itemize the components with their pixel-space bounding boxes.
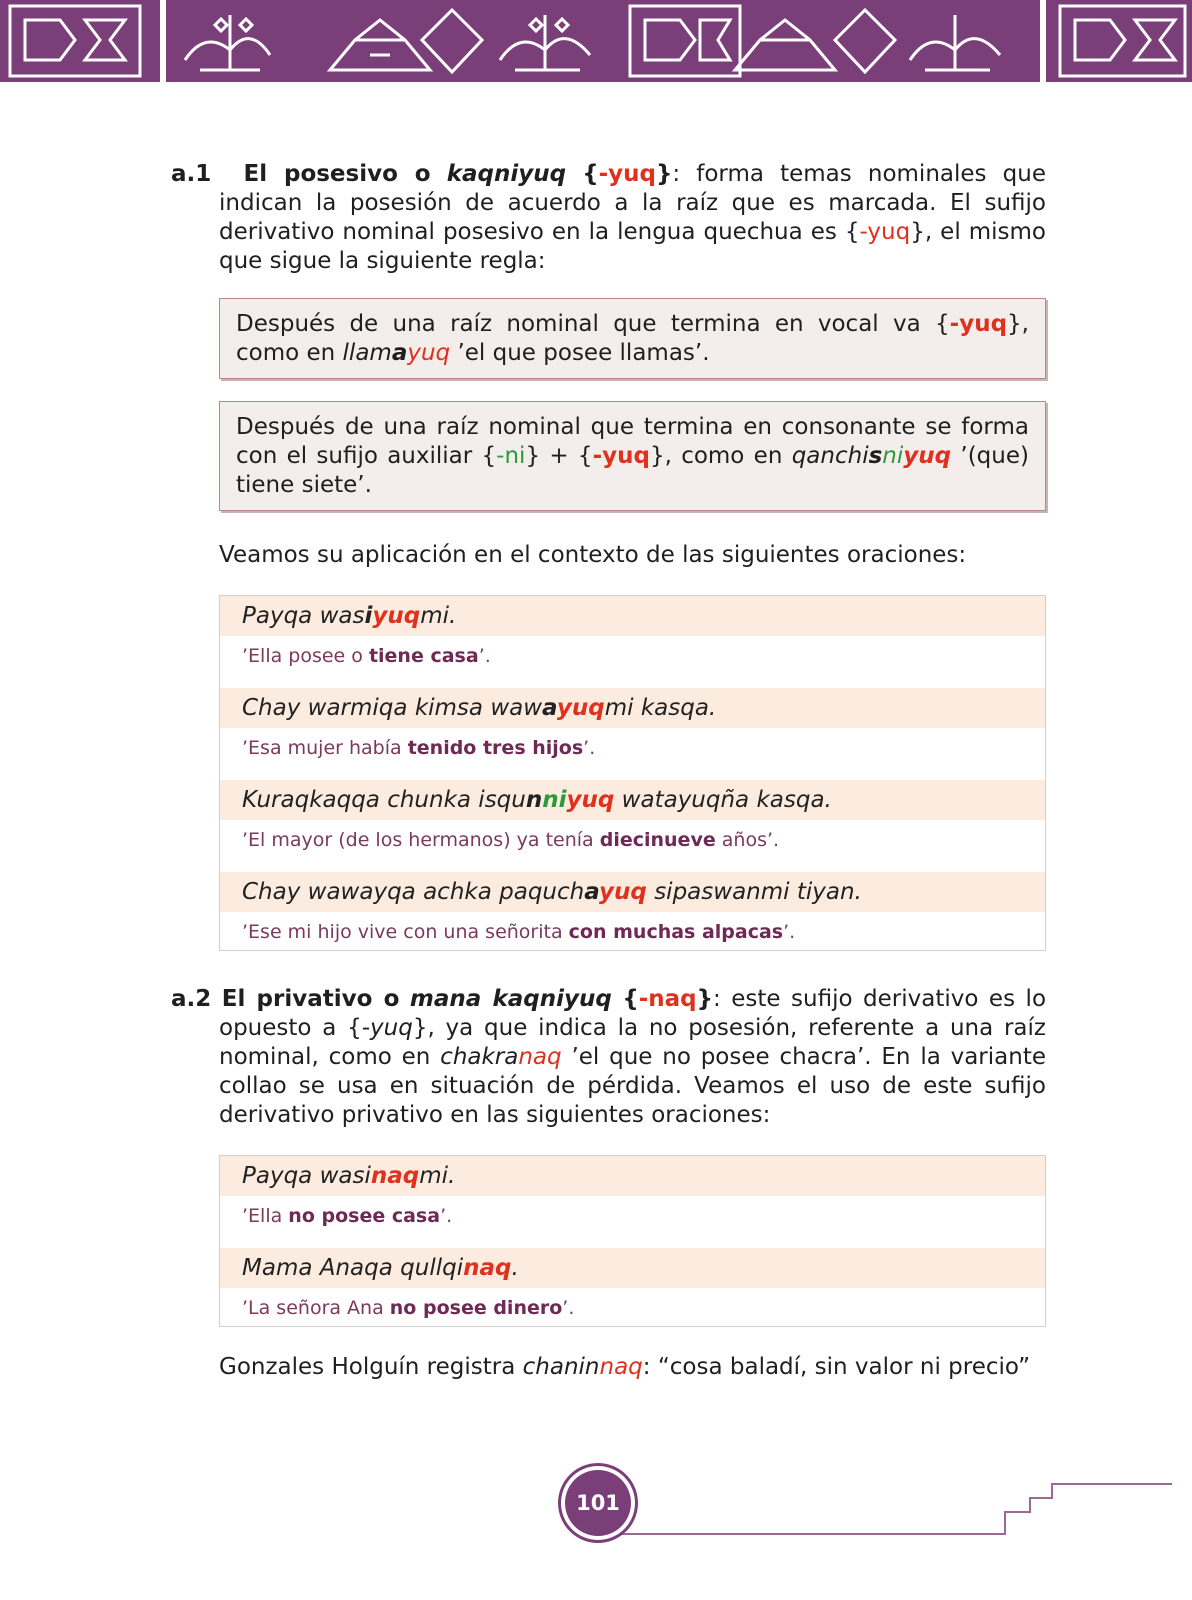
- example-word-suffix: naq: [599, 1354, 643, 1380]
- decorative-banner: [0, 0, 1192, 82]
- translation-text: ’.: [783, 921, 796, 943]
- brace: }: [655, 161, 673, 187]
- quechua-text: mi kasqa.: [604, 695, 717, 721]
- brace: {: [582, 161, 599, 187]
- translation-text: ’.: [583, 737, 596, 759]
- translation-text: ’Ese mi hijo vive con una señorita: [242, 921, 569, 943]
- root-final-letter: i: [364, 603, 373, 629]
- footer-decorative-line: [620, 1478, 1180, 1542]
- quechua-text: mi.: [419, 1163, 456, 1189]
- body-text: : este sufijo derivativo es lo opuesto a {: [219, 986, 1047, 1041]
- example-word-suffix: yuq: [407, 340, 451, 366]
- translation-text: ’El mayor (de los hermanos) ya tenía: [242, 829, 600, 851]
- page-number: 101: [565, 1470, 631, 1536]
- suffix-highlight: yuq: [566, 787, 615, 813]
- suffix-highlight: yuq: [599, 879, 647, 905]
- translation-text: años’.: [715, 829, 780, 851]
- translation-emphasis: tenido tres hijos: [407, 737, 584, 759]
- section-title: El privativo o: [221, 986, 400, 1012]
- section-a1-paragraph: [171, 160, 1046, 276]
- example-word-suffix: yuq: [903, 443, 952, 469]
- example-word-vowel: a: [391, 340, 408, 366]
- rule-text: }, como en: [649, 443, 792, 469]
- suffix-highlight: -yuq: [598, 161, 656, 187]
- example-word: llam: [342, 340, 392, 366]
- example-word-consonant: s: [868, 443, 883, 469]
- section-title: El posesivo o: [243, 161, 431, 187]
- root-final-letter: a: [584, 879, 600, 905]
- translation-emphasis: tiene casa: [368, 645, 479, 667]
- root-final-letter: a: [542, 695, 557, 721]
- example-quechua: [220, 688, 1045, 728]
- note-text: Gonzales Holguín registra: [219, 1354, 523, 1380]
- example-quechua: [220, 1248, 1045, 1288]
- translation-text: ’.: [440, 1205, 453, 1227]
- brace: {: [622, 986, 639, 1012]
- example-word: qanchi: [791, 443, 869, 469]
- suffix-highlight: yuq: [556, 695, 605, 721]
- main-content: [171, 160, 1046, 1382]
- translation-text: ’Ella: [242, 1205, 289, 1227]
- body-text: }, ya que indica la no posesión, referente a una raíz nominal, como en: [219, 1015, 1046, 1070]
- quechua-text: Payqa wasi: [242, 1163, 371, 1189]
- section-term: kaqniyuq: [446, 161, 567, 187]
- root-final-letter: n: [525, 787, 543, 813]
- quechua-text: Chay warmiqa kimsa waw: [242, 695, 543, 721]
- translation-text: ’.: [562, 1297, 575, 1319]
- rule-box-consonant: [219, 401, 1046, 511]
- quechua-text: Mama Anaqa qullqi: [242, 1255, 464, 1281]
- quechua-text: sipaswanmi tiyan.: [646, 879, 862, 905]
- body-text: ’el que no posee chacra’. En la variante collao se usa en situación de pérdida. Veamos el uso de este sufijo derivativo privativo en las siguientes oraciones:: [219, 1044, 1046, 1128]
- suffix-reference: -yuq: [361, 1015, 413, 1041]
- example-translation: [220, 1196, 1045, 1248]
- section-term: mana kaqniyuq: [409, 986, 612, 1012]
- source-note: [219, 1353, 1046, 1382]
- example-translation: [220, 636, 1045, 688]
- suffix-highlight: -yuq: [592, 443, 650, 469]
- quechua-text: Chay wawayqa achka paquch: [242, 879, 585, 905]
- rule-gloss: ’el que posee llamas’.: [450, 340, 710, 366]
- quechua-text: Payqa was: [242, 603, 365, 629]
- quechua-text: Kuraqkaqqa chunka isqu: [242, 787, 526, 813]
- example-translation: [220, 820, 1045, 872]
- rule-box-vowel: [219, 298, 1046, 379]
- section-label: a.2: [171, 986, 212, 1012]
- example-word-suffix: naq: [518, 1044, 562, 1070]
- examples-intro: Veamos su aplicación en el contexto de las siguientes oraciones:: [219, 542, 967, 568]
- quechua-text: mi.: [420, 603, 457, 629]
- suffix-highlight: -yuq: [859, 219, 911, 245]
- translation-emphasis: no posee dinero: [389, 1297, 563, 1319]
- rule-text: } + {: [525, 443, 593, 469]
- suffix-highlight: yuq: [372, 603, 421, 629]
- translation-text: ’.: [478, 645, 491, 667]
- translation-emphasis: diecinueve: [599, 829, 716, 851]
- example-quechua: [220, 596, 1045, 636]
- translation-emphasis: no posee casa: [288, 1205, 441, 1227]
- translation-text: ’La señora Ana: [242, 1297, 390, 1319]
- examples-table-possessive: [219, 595, 1046, 951]
- body-text: }, el mismo que sigue la siguiente regla:: [219, 219, 1046, 274]
- quechua-text: .: [511, 1255, 519, 1281]
- rule-gloss: ’(que) tiene siete’.: [236, 443, 1029, 498]
- suffix-highlight: -naq: [638, 986, 697, 1012]
- example-word-aux: ni: [882, 443, 904, 469]
- example-translation: [220, 912, 1045, 950]
- example-quechua: [220, 780, 1045, 820]
- body-text: : forma temas nominales que indican la posesión de acuerdo a la raíz que es marcada. El sufijo derivativo nominal posesivo en la lengua quechua es {: [219, 161, 1046, 245]
- translation-emphasis: con muchas alpacas: [568, 921, 784, 943]
- suffix-highlight: naq: [370, 1163, 420, 1189]
- example-word: chanin: [522, 1354, 600, 1380]
- examples-table-privative: [219, 1155, 1046, 1327]
- quechua-text: watayuqña kasqa.: [614, 787, 832, 813]
- section-a2-paragraph: [171, 985, 1046, 1130]
- rule-text: Después de una raíz nominal que termina en vocal va {: [236, 311, 950, 337]
- brace: }: [696, 986, 714, 1012]
- rule-text: }, como en: [236, 311, 1029, 366]
- suffix-highlight: naq: [463, 1255, 512, 1281]
- example-translation: [220, 728, 1045, 780]
- translation-text: ’Ella posee o: [242, 645, 369, 667]
- aux-suffix-highlight: -ni: [496, 443, 526, 469]
- translation-text: ’Esa mujer había: [242, 737, 408, 759]
- note-text: : “cosa baladí, sin valor ni precio”: [642, 1354, 1031, 1380]
- rule-text: Después de una raíz nominal que termina en consonante se forma con el sufijo auxiliar {: [236, 414, 1029, 469]
- example-word: chakra: [440, 1044, 519, 1070]
- example-quechua: [220, 1156, 1045, 1196]
- suffix-highlight: -yuq: [949, 311, 1008, 337]
- example-quechua: [220, 872, 1045, 912]
- section-label: a.1: [171, 161, 212, 187]
- example-translation: [220, 1288, 1045, 1326]
- aux-suffix-highlight: ni: [542, 787, 567, 813]
